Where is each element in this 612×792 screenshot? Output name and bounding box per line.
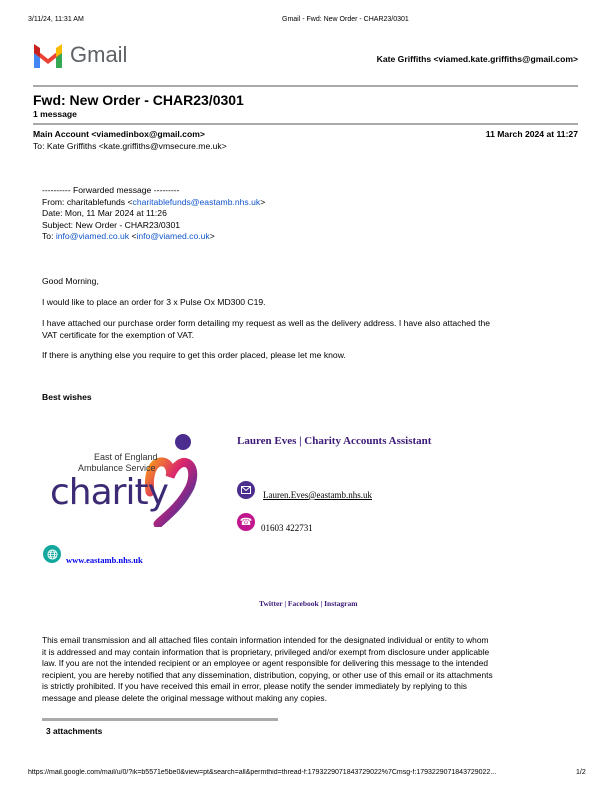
forwarded-to [42,231,265,243]
forwarded-subject: Subject: New Order - CHAR23/0301 [42,219,181,230]
email-icon [237,481,255,499]
message-from: Main Account <viamedinbox@gmail.com> [33,129,205,139]
disclaimer-line: This email transmission and all attached files contain information intended for the designated individual or entity to whom [42,635,489,645]
logo-line-2: Ambulance Service [78,463,156,473]
divider [33,85,578,87]
to-end: > [209,231,215,242]
body-paragraph-3: If there is anything else you require to get this order placed, please let me know. [42,350,346,360]
website-link[interactable]: www.eastamb.nhs.uk [66,555,143,565]
disclaimer-line: recipient, you are hereby notified that any dissemination, distribution, copying, or other use of this email or its attachments [42,669,493,680]
social-separator: | [318,599,325,608]
globe-icon [43,545,61,563]
from-email-link[interactable]: charitablefunds@eastamb.nhs.uk [132,196,261,207]
greeting: Good Morning, [42,276,99,286]
print-footer-url: https://mail.google.com/mail/u/0/?ik=b5571e5be0&view=pt&search=all&permthid=thread-f:1793229071843729022%7Cmsg-f:1793229071843729022... [28,769,497,776]
logo-word: charity [50,472,168,513]
signature-email-link[interactable]: Lauren.Eves@eastamb.nhs.uk [263,490,373,500]
gmail-logo [33,42,128,73]
body-paragraph-2-line-2: VAT certificate for the exemption of VAT. [42,329,195,340]
forwarded-header [42,185,265,243]
print-page-number: 1/2 [576,769,586,776]
social-links [259,599,357,608]
logo-line-1: East of England [94,452,158,462]
print-datetime: 3/11/24, 11:31 AM [28,16,84,23]
signoff: Best wishes [42,392,92,402]
to-mid: < [129,231,137,242]
divider [33,123,578,125]
message-date: 11 March 2024 at 11:27 [485,129,578,139]
from-end: > [260,196,266,207]
account-label: Kate Griffiths <viamed.kate.griffiths@gmail.com> [376,54,578,64]
body-paragraph-2 [42,318,490,341]
signature-phone: 01603 422731 [261,523,313,533]
body-paragraph-2-line-1: I have attached our purchase order form detailing my request as well as the delivery address. I have also attached the [42,318,491,328]
disclaimer [42,635,493,705]
forwarded-divider: ---------- Forwarded message --------- [42,185,180,195]
attachments-count: 3 attachments [46,726,103,736]
logo-text [78,452,158,474]
to-email-link[interactable]: info@viamed.co.uk [55,231,130,242]
to-label: To: [42,231,56,242]
body-paragraph-1: I would like to place an order for 3 x Pulse Ox MD300 C19. [42,297,266,307]
forwarded-from [42,197,265,209]
disclaimer-line: law. If you are not the intended recipient or an employee or agent responsible for delivering this message to the intended [42,658,489,669]
gmail-m-icon [33,44,63,68]
disclaimer-line: message and please delete the original message without making any copies. [42,692,327,703]
twitter-link[interactable]: Twitter [259,599,283,608]
gmail-logo-text: Gmail [70,42,128,67]
to-email-link-2[interactable]: info@viamed.co.uk [136,231,210,242]
attachments-divider [42,718,278,721]
charity-logo [50,432,200,527]
social-separator: | [282,599,288,608]
forwarded-date: Date: Mon, 11 Mar 2024 at 11:26 [42,208,167,219]
thread-subject: Fwd: New Order - CHAR23/0301 [33,92,244,108]
signature-name-title: Lauren Eves | Charity Accounts Assistant [237,435,432,447]
message-to: To: Kate Griffiths <kate.griffiths@vmsecure.me.uk> [33,141,227,151]
from-label: From: charitablefunds < [42,196,133,207]
message-count: 1 message [33,109,77,119]
disclaimer-line: is strictly prohibited. If you have received this email in error, please notify the sender immediately by replying to this [42,681,467,692]
instagram-link[interactable]: Instagram [324,599,358,608]
disclaimer-line: it is addressed and may contain information that is proprietary, privileged and/or exempt from disclosure under applicable [42,646,490,657]
phone-icon: ☎ [237,513,255,531]
print-page-title: Gmail - Fwd: New Order - CHAR23/0301 [282,16,409,23]
facebook-link[interactable]: Facebook [287,599,319,608]
